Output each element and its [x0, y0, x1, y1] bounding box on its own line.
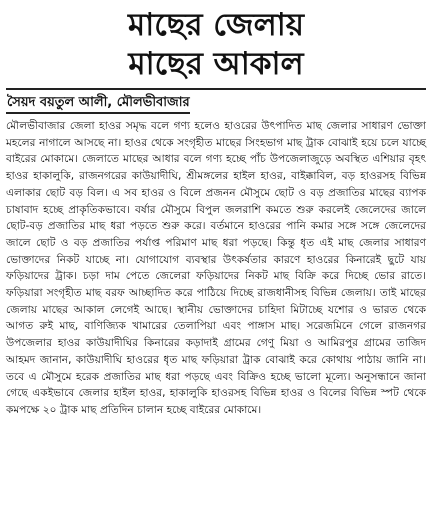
- headline-line-1: মাছের জেলায়: [128, 7, 304, 43]
- headline-line-2: মাছের আকাল: [128, 46, 304, 82]
- article-body: মৌলভীবাজার জেলা হাওর সমৃদ্ধ বলে গণ্য হলেও হাওরের উৎপাদিত মাছ জেলার সাধারণ ভোক্তা মহলের নাগালে আসছে না। হাওর থেকে সংগৃহীত মাছের সিংহভাগ মাছ ট্রাক বোঝাই হয়ে চলে যাচ্ছে বাইরের মোকামে। জেলাতে মাছের আধার বলে গণ্য হচ্ছে পাঁচ উপজেলাজুড়ে অবস্থিত এশিয়ার বৃহৎ হাওর হাকালুকি, রাজনগরের কাউয়াদীঘি, শ্রীমঙ্গলের হাইল হাওর, বাইক্কাবিল, বড় হাওরসহ বিভিন্ন এলাকার ছোট বড় বিল। এ সব হাওর ও বিলে প্রজনন মৌসুমে ছোট ও বড় প্রজাতির মাছের ব্যাপক চাষাবাদ হচ্ছে প্রাকৃতিকভাবে। বর্ষার মৌসুমে বিপুল জলরাশি কমতে শুরু করলেই জেলেদের জালে ছোট-বড় প্রজাতির মাছ ধরা পড়তে শুরু করে। বর্তমানে হাওরের পানি কমার সঙ্গে সঙ্গে জেলেদের জালে ছোট ও বড় প্রজাতির পর্যাপ্ত পরিমাণ মাছ ধরা পড়ছে। কিন্তু ধৃত এই মাছ জেলার সাধারণ ভোক্তাদের নিকট যাচ্ছে না। যোগাযোগ ব্যবস্থার উৎকর্ষতার কারণে হাওরের কিনারেই ছুটে যায় ফড়িয়াদের ট্রাক। চড়া দাম পেতে জেলেরা ফড়িয়াদের নিকট মাছ বিক্রি করে দিচ্ছে ভোর রাতে। ফড়িয়ারা সংগৃহীত মাছ বরফ আচ্ছাদিত করে পাঠিয়ে দিচ্ছে রাজধানীসহ বিভিন্ন জেলায়। তাই মাছের জেলায় মাছের আকাল লেগেই আছে। স্থানীয় ভোক্তাদের চাহিদা মিটাচ্ছে যশোর ও ভারত থেকে আগত রুই মাছ, বাণিজ্যিক খামারের তেলাপিয়া এবং পাঙ্গাস মাছ। সরেজমিনে গেলে রাজনগর উপজেলার হাওর কাউয়াদীঘির কিনারের কড়াদাই গ্রামের গেণু মিয়া ও আমিরপুর গ্রামের তাজিদ আহমদ জানান, কাউয়াদীঘি হাওরের ধৃত মাছ ফড়িয়ারা ট্রাক বোঝাই করে কোথায় পাঠায় জানি না। তবে এ মৌসুমে হরেক প্রজাতির মাছ ধরা পড়ছে এবং বিক্রিও হচ্ছে ভালো মূল্যে। অনুসন্ধানে জানা গেছে একইভাবে জেলার হাইল হাওর, হাকালুকি হাওরসহ বিভিন্ন হাওর ও বিলের বিভিন্ন স্পট থেকে কমপক্ষে ২০ ট্রাক মাছ প্রতিদিন চালান হচ্ছে বাইরের মোকামে।: [6, 120, 426, 416]
- news-article: [0, 6, 432, 510]
- byline: সৈয়দ বয়তুল আলী, মৌলভীবাজার: [6, 94, 190, 114]
- headline-divider: [6, 88, 426, 90]
